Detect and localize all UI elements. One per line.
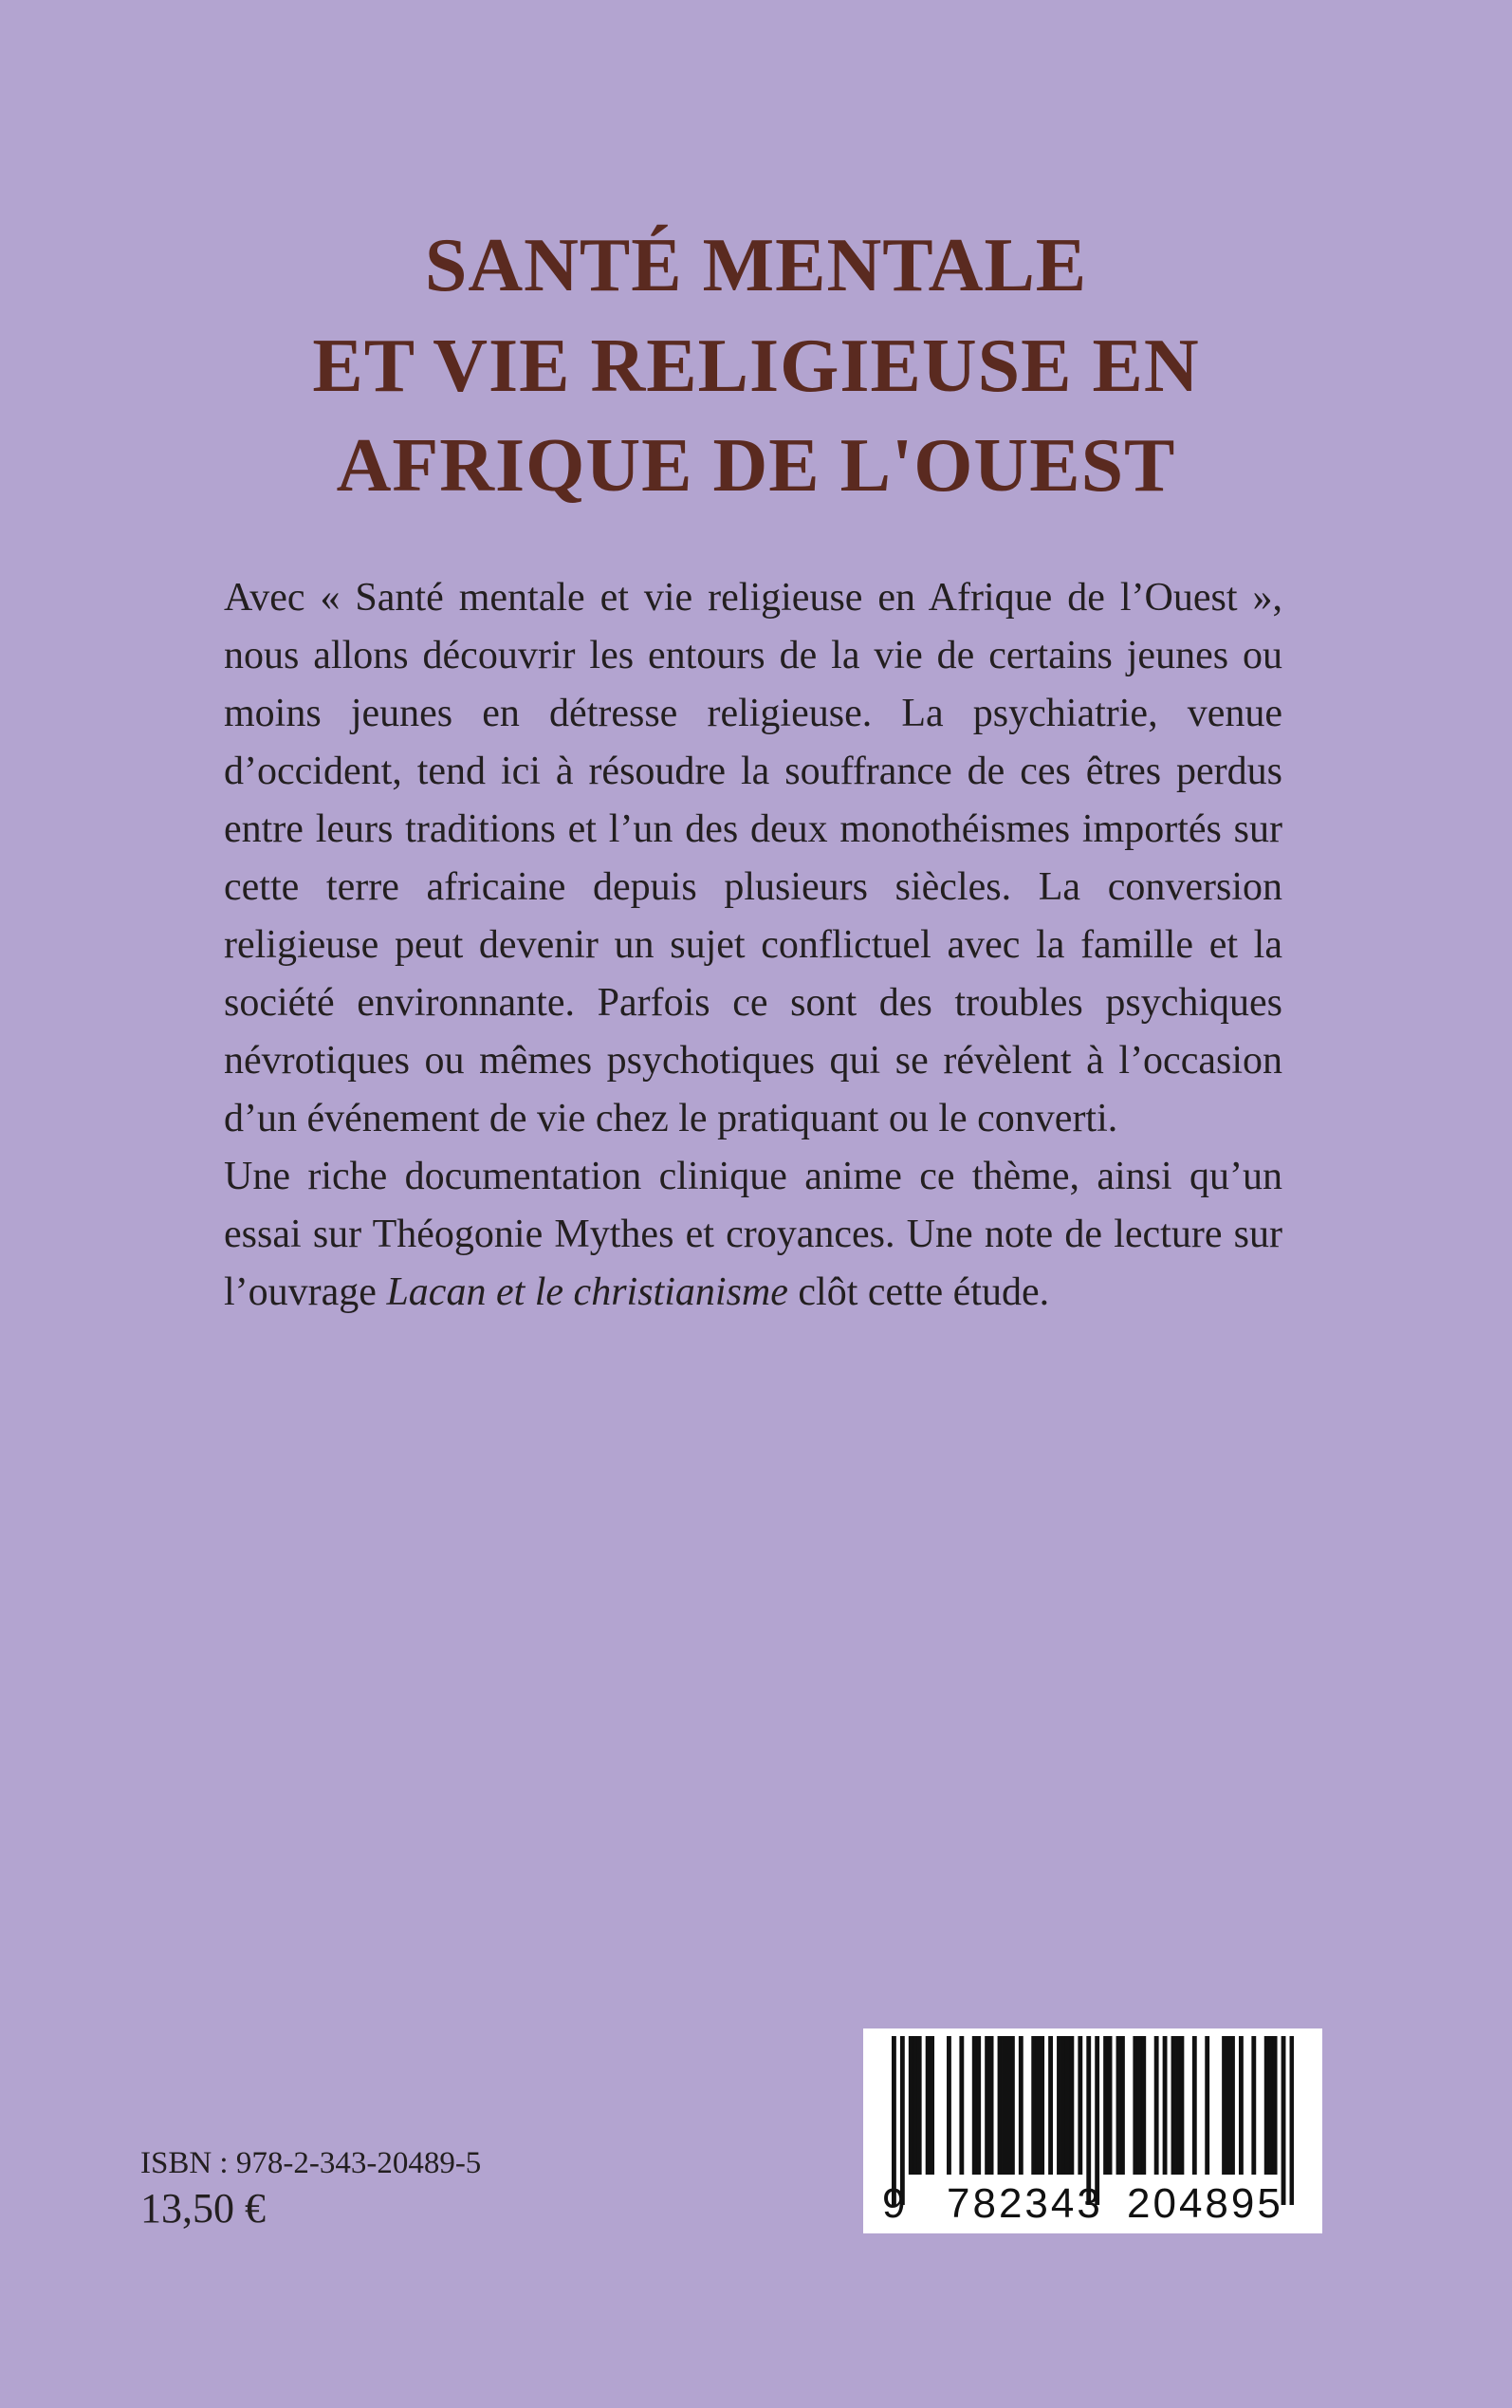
blurb-paragraph-2 [224,1148,1282,1322]
title-line-3: AFRIQUE DE L'OUEST [336,424,1176,509]
barcode-bar-20 [1040,2036,1044,2175]
barcode-bar-37 [1163,2036,1168,2175]
back-cover-blurb [224,569,1282,1322]
blurb-paragraph-2-end: clôt cette étude. [787,1270,1050,1314]
barcode-bar-50 [1273,2036,1278,2175]
barcode-bar-25 [1069,2036,1074,2175]
barcode [863,2028,1322,2233]
barcode-bar-33 [1133,2036,1137,2175]
barcode-bar-41 [1192,2036,1197,2175]
title-line-2: ET VIE RELIGIEUSE EN [312,324,1200,408]
barcode-bar-12 [989,2036,994,2175]
barcode-bar-48 [1264,2036,1269,2175]
blurb-paragraph-2-start: Une riche documentation clinique anime ce thème, ainsi qu’un essai sur Théogonie Mythes et croyances. Une note de lecture sur l’ouvrage [224,1155,1282,1314]
barcode-bar-18 [1031,2036,1036,2175]
barcode-bar-6 [930,2036,934,2175]
barcode-bar-13 [998,2036,1003,2175]
barcode-bar-21 [1048,2036,1053,2175]
barcode-bar-9 [972,2036,977,2175]
barcode-bar-22 [1057,2036,1061,2175]
barcode-bar-16 [1010,2036,1015,2175]
barcode-bar-32 [1120,2036,1125,2175]
barcode-bar-40 [1179,2036,1184,2175]
barcode-digits-right: 204895 [1127,2180,1283,2227]
barcode-bar-38 [1171,2036,1176,2175]
barcode-bar-17 [1019,2036,1023,2175]
barcode-bar-46 [1239,2036,1244,2175]
barcode-bar-45 [1230,2036,1235,2175]
barcode-bar-47 [1251,2036,1256,2175]
barcode-digits [863,2180,1322,2228]
barcode-digit-first: 9 [882,2180,906,2227]
blurb-paragraph-1: Avec « Santé mentale et vie religieuse en Afrique de l’Ouest », nous allons découvrir les entours de la vie de certains jeunes ou moins jeunes en détresse religieuse. La psychiatrie, venue d’occident, tend ici à résoudre la souffrance de ces êtres perdus entre leurs traditions et l’un des deux monothéismes importés sur cette terre africaine depuis plusieurs siècles. La conversion religieuse peut devenir un sujet conflictuel avec la famille et la société environnante. Parfois ce sont des troubles psychiques névrotiques ou mêmes psychotiques qui se révèlent à l’occasion d’un événement de vie chez le pratiquant ou le converti. [224,576,1282,1140]
barcode-bar-11 [985,2036,989,2175]
price-text: 13,50 € [140,2185,266,2232]
barcode-bar-2 [909,2036,913,2175]
barcode-bar-3 [913,2036,917,2175]
book-title [0,216,1512,517]
barcode-bar-14 [1002,2036,1006,2175]
barcode-bar-43 [1222,2036,1226,2175]
barcode-bar-44 [1226,2036,1231,2175]
barcode-bar-29 [1103,2036,1108,2175]
barcode-bar-19 [1036,2036,1041,2175]
barcode-bar-10 [976,2036,981,2175]
barcode-bar-23 [1061,2036,1066,2175]
barcode-bar-7 [947,2036,951,2175]
barcode-bar-15 [1006,2036,1011,2175]
barcode-bar-5 [926,2036,931,2175]
barcode-bar-31 [1116,2036,1121,2175]
barcode-bar-35 [1141,2036,1146,2175]
barcode-bar-49 [1268,2036,1273,2175]
barcode-bar-34 [1137,2036,1142,2175]
barcode-bar-8 [959,2036,964,2175]
barcode-bar-24 [1065,2036,1070,2175]
barcode-digits-left: 782343 [947,2180,1103,2227]
barcode-bar-36 [1154,2036,1159,2175]
cited-book-title: Lacan et le christianisme [386,1270,788,1314]
title-line-1: SANTÉ MENTALE [424,224,1088,307]
barcode-bar-39 [1175,2036,1180,2175]
isbn-text: ISBN : 978-2-343-20489-5 [140,2146,482,2180]
barcode-bar-42 [1205,2036,1209,2175]
barcode-bar-26 [1078,2036,1082,2175]
barcode-bar-4 [917,2036,922,2175]
barcode-bar-30 [1108,2036,1113,2175]
